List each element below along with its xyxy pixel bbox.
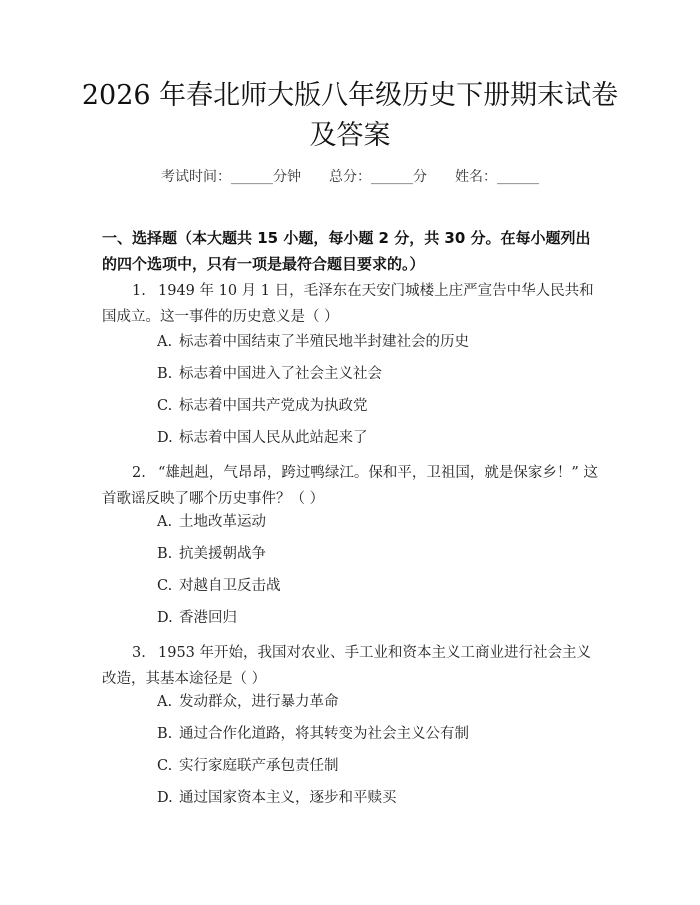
question-3-option-b xyxy=(157,723,597,745)
question-1-option-c xyxy=(157,395,597,417)
option-text: 通过合作化道路，将其转变为社会主义公有制 xyxy=(179,726,469,742)
section-heading: 一、选择题（本大题共 15 小题，每小题 2 分，共 30 分。在每小题列出的四个选项中，只有一项是最符合题目要求的。） xyxy=(102,229,591,273)
option-letter: B. xyxy=(157,726,173,742)
option-text: 标志着中国进入了社会主义社会 xyxy=(179,366,382,382)
question-text: 1953 年开始，我国对农业、手工业和资本主义工商业进行社会主义改造，其基本途径是（ ） xyxy=(102,645,592,687)
option-letter: C. xyxy=(157,578,173,594)
question-number: 3. xyxy=(132,645,146,661)
question-3 xyxy=(102,640,604,692)
question-3-option-c xyxy=(157,755,597,777)
question-3-option-d xyxy=(157,787,597,809)
option-text: 通过国家资本主义，逐步和平赎买 xyxy=(179,790,397,806)
option-text: 发动群众，进行暴力革命 xyxy=(179,694,339,710)
option-letter: B. xyxy=(157,366,173,382)
option-letter: C. xyxy=(157,758,173,774)
question-text: 1949 年 10 月 1 日，毛泽东在天安门城楼上庄严宣告中华人民共和国成立。这一事件的历史意义是（ ） xyxy=(102,283,594,325)
option-letter: A. xyxy=(157,334,173,350)
question-2-option-d xyxy=(157,607,597,629)
total-score-field: 总分：______分 xyxy=(329,169,427,185)
exam-time-field: 考试时间：______分钟 xyxy=(161,169,301,185)
exam-meta xyxy=(0,166,700,186)
option-text: 标志着中国共产党成为执政党 xyxy=(179,398,368,414)
option-letter: D. xyxy=(157,430,173,446)
question-2-option-c xyxy=(157,575,597,597)
question-1-option-b xyxy=(157,363,597,385)
option-letter: C. xyxy=(157,398,173,414)
question-2-option-b xyxy=(157,543,597,565)
question-1-option-d xyxy=(157,427,597,449)
option-text: 抗美援朝战争 xyxy=(179,546,266,562)
option-text: 香港回归 xyxy=(179,610,237,626)
question-2-option-a xyxy=(157,511,597,533)
page-title: 2026 年春北师大版八年级历史下册期末试卷 xyxy=(81,80,619,111)
question-text: “雄赳赳，气昂昂，跨过鸭绿江。保和平，卫祖国，就是保家乡！” 这首歌谣反映了哪个历史事件？（ ） xyxy=(102,465,598,507)
question-1-option-a xyxy=(157,331,597,353)
student-name-field: 姓名：______ xyxy=(455,169,539,185)
option-text: 标志着中国结束了半殖民地半封建社会的历史 xyxy=(179,334,469,350)
page-title-line2: 及答案 xyxy=(309,120,391,151)
option-letter: A. xyxy=(157,514,173,530)
option-text: 实行家庭联产承包责任制 xyxy=(179,758,339,774)
question-number: 1. xyxy=(132,283,146,299)
option-letter: D. xyxy=(157,610,173,626)
option-letter: B. xyxy=(157,546,173,562)
question-1 xyxy=(102,278,604,330)
option-text: 对越自卫反击战 xyxy=(179,578,281,594)
option-letter: D. xyxy=(157,790,173,806)
question-number: 2. xyxy=(132,465,146,481)
option-text: 土地改革运动 xyxy=(179,514,266,530)
option-text: 标志着中国人民从此站起来了 xyxy=(179,430,368,446)
question-3-option-a xyxy=(157,691,597,713)
option-letter: A. xyxy=(157,694,173,710)
question-2 xyxy=(102,460,604,512)
